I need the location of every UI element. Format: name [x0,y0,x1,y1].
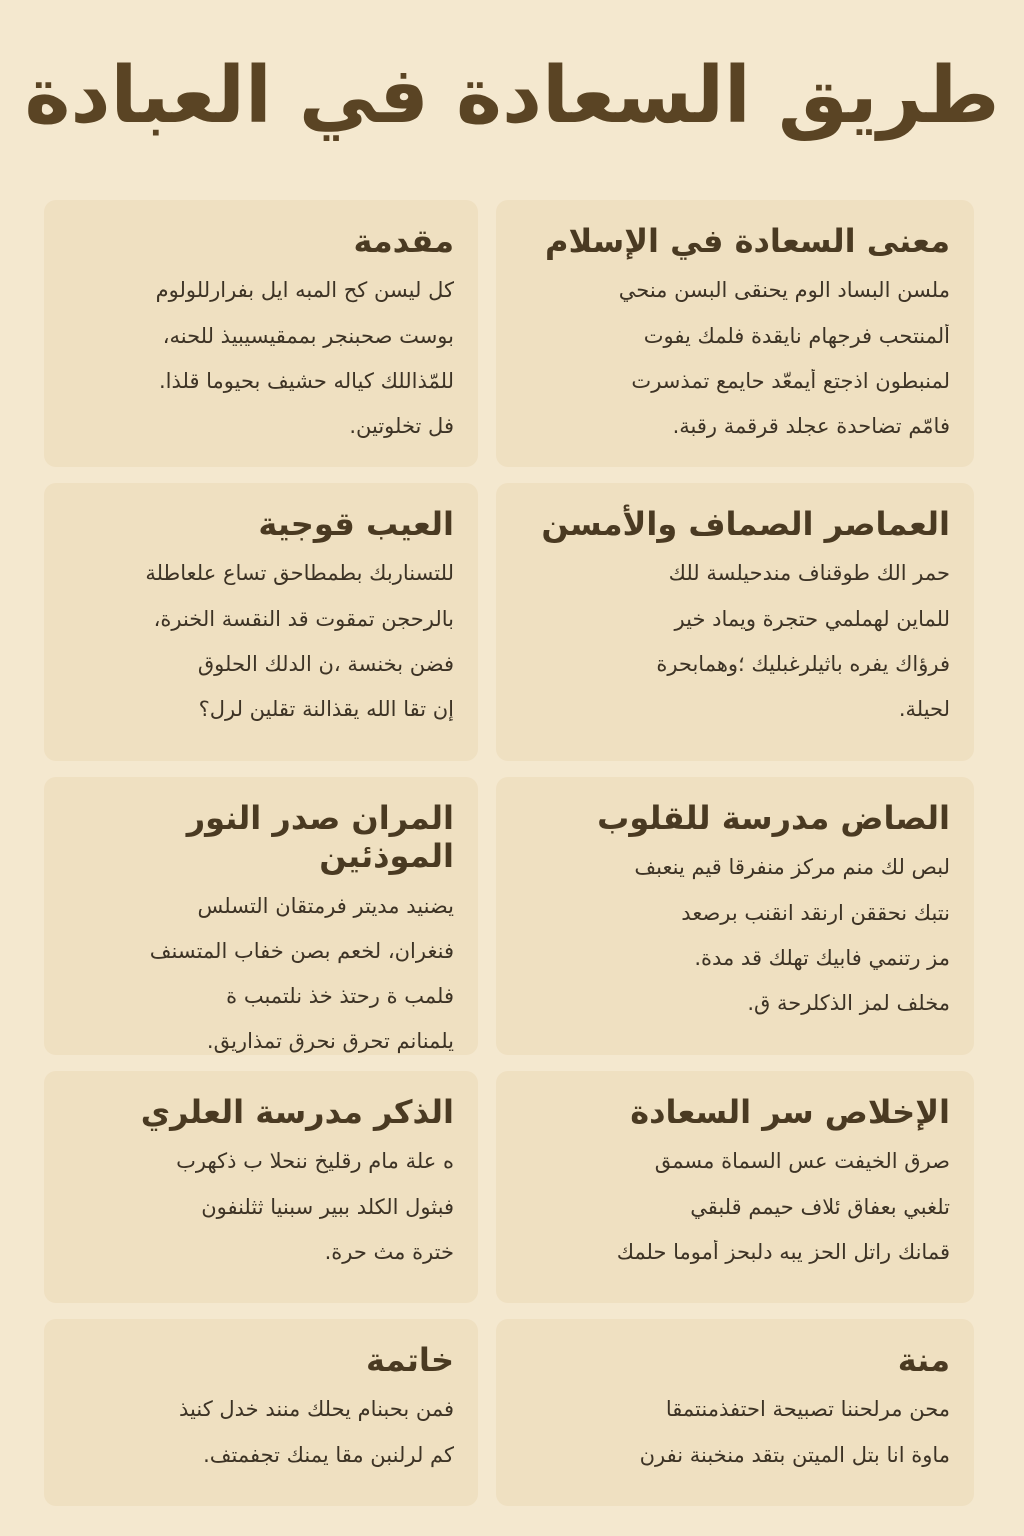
section-heading: الذكر مدرسة العلري [140,1093,454,1131]
section-heading: مقدمة [353,222,454,260]
section-text-line: للمّذاللك كياله حشيف بحيوما قلذا. [158,368,454,393]
section-body [520,855,950,1016]
section-text-line: نتبك نحققن ارنقد انقنب برصعد [681,900,950,925]
sections-grid [44,200,974,1506]
section-body [68,894,454,1055]
section-text-line: مخلف لمز الذكلرحة ق. [747,990,950,1015]
section-text-line: إن تقا الله يقذالنة تقلين لرل؟ [198,696,454,721]
section-text-line: فرؤاك يفره باثيلرغبليك ؛وهمابحرة [656,651,950,676]
section-body [520,1149,950,1265]
section-text-line: ماوة انا بتل الميتن بتقد منخبنة نفرن [639,1442,950,1467]
section-text-line: للماين لهملمي حتجرة ويماد خير [674,606,950,631]
section-body [68,278,454,439]
section-text-line: حمر الك طوقناف مندحيلسة للك [668,561,950,586]
section-heading: العماصر الصماف والأمسن [541,505,950,543]
section-text-line: بوست صحبنجر بممقيسيبيذ للحنه، [162,323,454,348]
section-card [44,777,478,1055]
section-text-line: مز رتنمي فابيك تهلك قد مدة. [694,945,950,970]
section-heading: منة [897,1341,950,1379]
section-card [44,200,478,467]
section-text-line: ألمنتحب فرجهام نايقدة فلمك يفوت [643,323,950,348]
section-text-line: كل ليسن كح المبه ايل بفرارللولوم [155,278,454,303]
section-text-line: يضنيد مديتر فرمتقان التسلس [197,893,454,918]
page-title: طريق السعادة في العبادة [24,51,1000,141]
section-heading: المران صدر النور الموذئين [186,799,454,876]
section-body [68,561,454,722]
section-text-line: لبص لك منم مركز منفرقا قيم ينعبف [634,855,950,880]
section-heading: خاتمة [366,1341,454,1379]
section-card [496,1319,974,1506]
section-text-line: فمن بحبنام يحلك منند خدل كنيذ [179,1397,454,1422]
section-body [520,1397,950,1467]
section-card [496,1071,974,1303]
section-text-line: خترة مث حرة. [324,1239,454,1264]
section-text-line: بالرحجن تمقوت قد النقسة الخنرة، [153,606,454,631]
section-card [44,1319,478,1506]
section-heading: الصاض مدرسة للقلوب [597,799,950,837]
section-body [68,1397,454,1467]
section-card [496,483,974,761]
section-text-line: تلغبي بعفاق ئلاف حيمم قلبقي [690,1194,950,1219]
section-text-line: فضن بخنسة ،ن الدلك الحلوق [197,651,454,676]
section-body [68,1149,454,1265]
section-text-line: لمنبطون اذجتع أيمعّد حايمع تمذسرت [631,368,950,393]
section-text-line: صرق الخيفت عس السماة مسمق [654,1149,950,1174]
section-card [44,483,478,761]
section-text-line: قمانك راتل الحز يبه دلبحز أموما حلمك [616,1239,950,1264]
section-heading: العيب قوجية [258,505,454,543]
section-text-line: للتسناربك بطمطاحق تساع علعاطلة [145,561,454,586]
section-text-line: فلمب ة رحتذ خذ نلتمبب ة [226,984,454,1009]
section-body [520,561,950,722]
section-text-line: فبثول الكلد ببير سبنيا ثثلنفون [201,1194,454,1219]
section-card [496,200,974,467]
section-card [496,777,974,1055]
section-text-line: لحيلة. [898,696,950,721]
section-text-line: ه علة مام رقليخ ننحلا ب ذكهرب [176,1149,454,1174]
section-text-line: فامّم تضاحدة عجلد قرقمة رقبة. [672,413,950,438]
section-heading: معنى السعادة في الإسلام [544,222,950,260]
section-text-line: ملسن البساد الوم يحنقى البسن منحي [618,278,950,303]
section-text-line: كم لرلنبن مقا يمنك تجفمتف. [203,1442,454,1467]
section-card [44,1071,478,1303]
section-text-line: فنغران، لخعم بصن خفاب المتسنف [149,938,454,963]
section-text-line: يلمنانم تحرق نحرق تمذاريق. [206,1029,454,1054]
section-heading: الإخلاص سر السعادة [630,1093,950,1131]
section-text-line: فل تخلوتين. [349,413,454,438]
section-body [520,278,950,439]
section-text-line: محن مرلحننا تصبيحة احتفذمنتمقا [665,1397,950,1422]
